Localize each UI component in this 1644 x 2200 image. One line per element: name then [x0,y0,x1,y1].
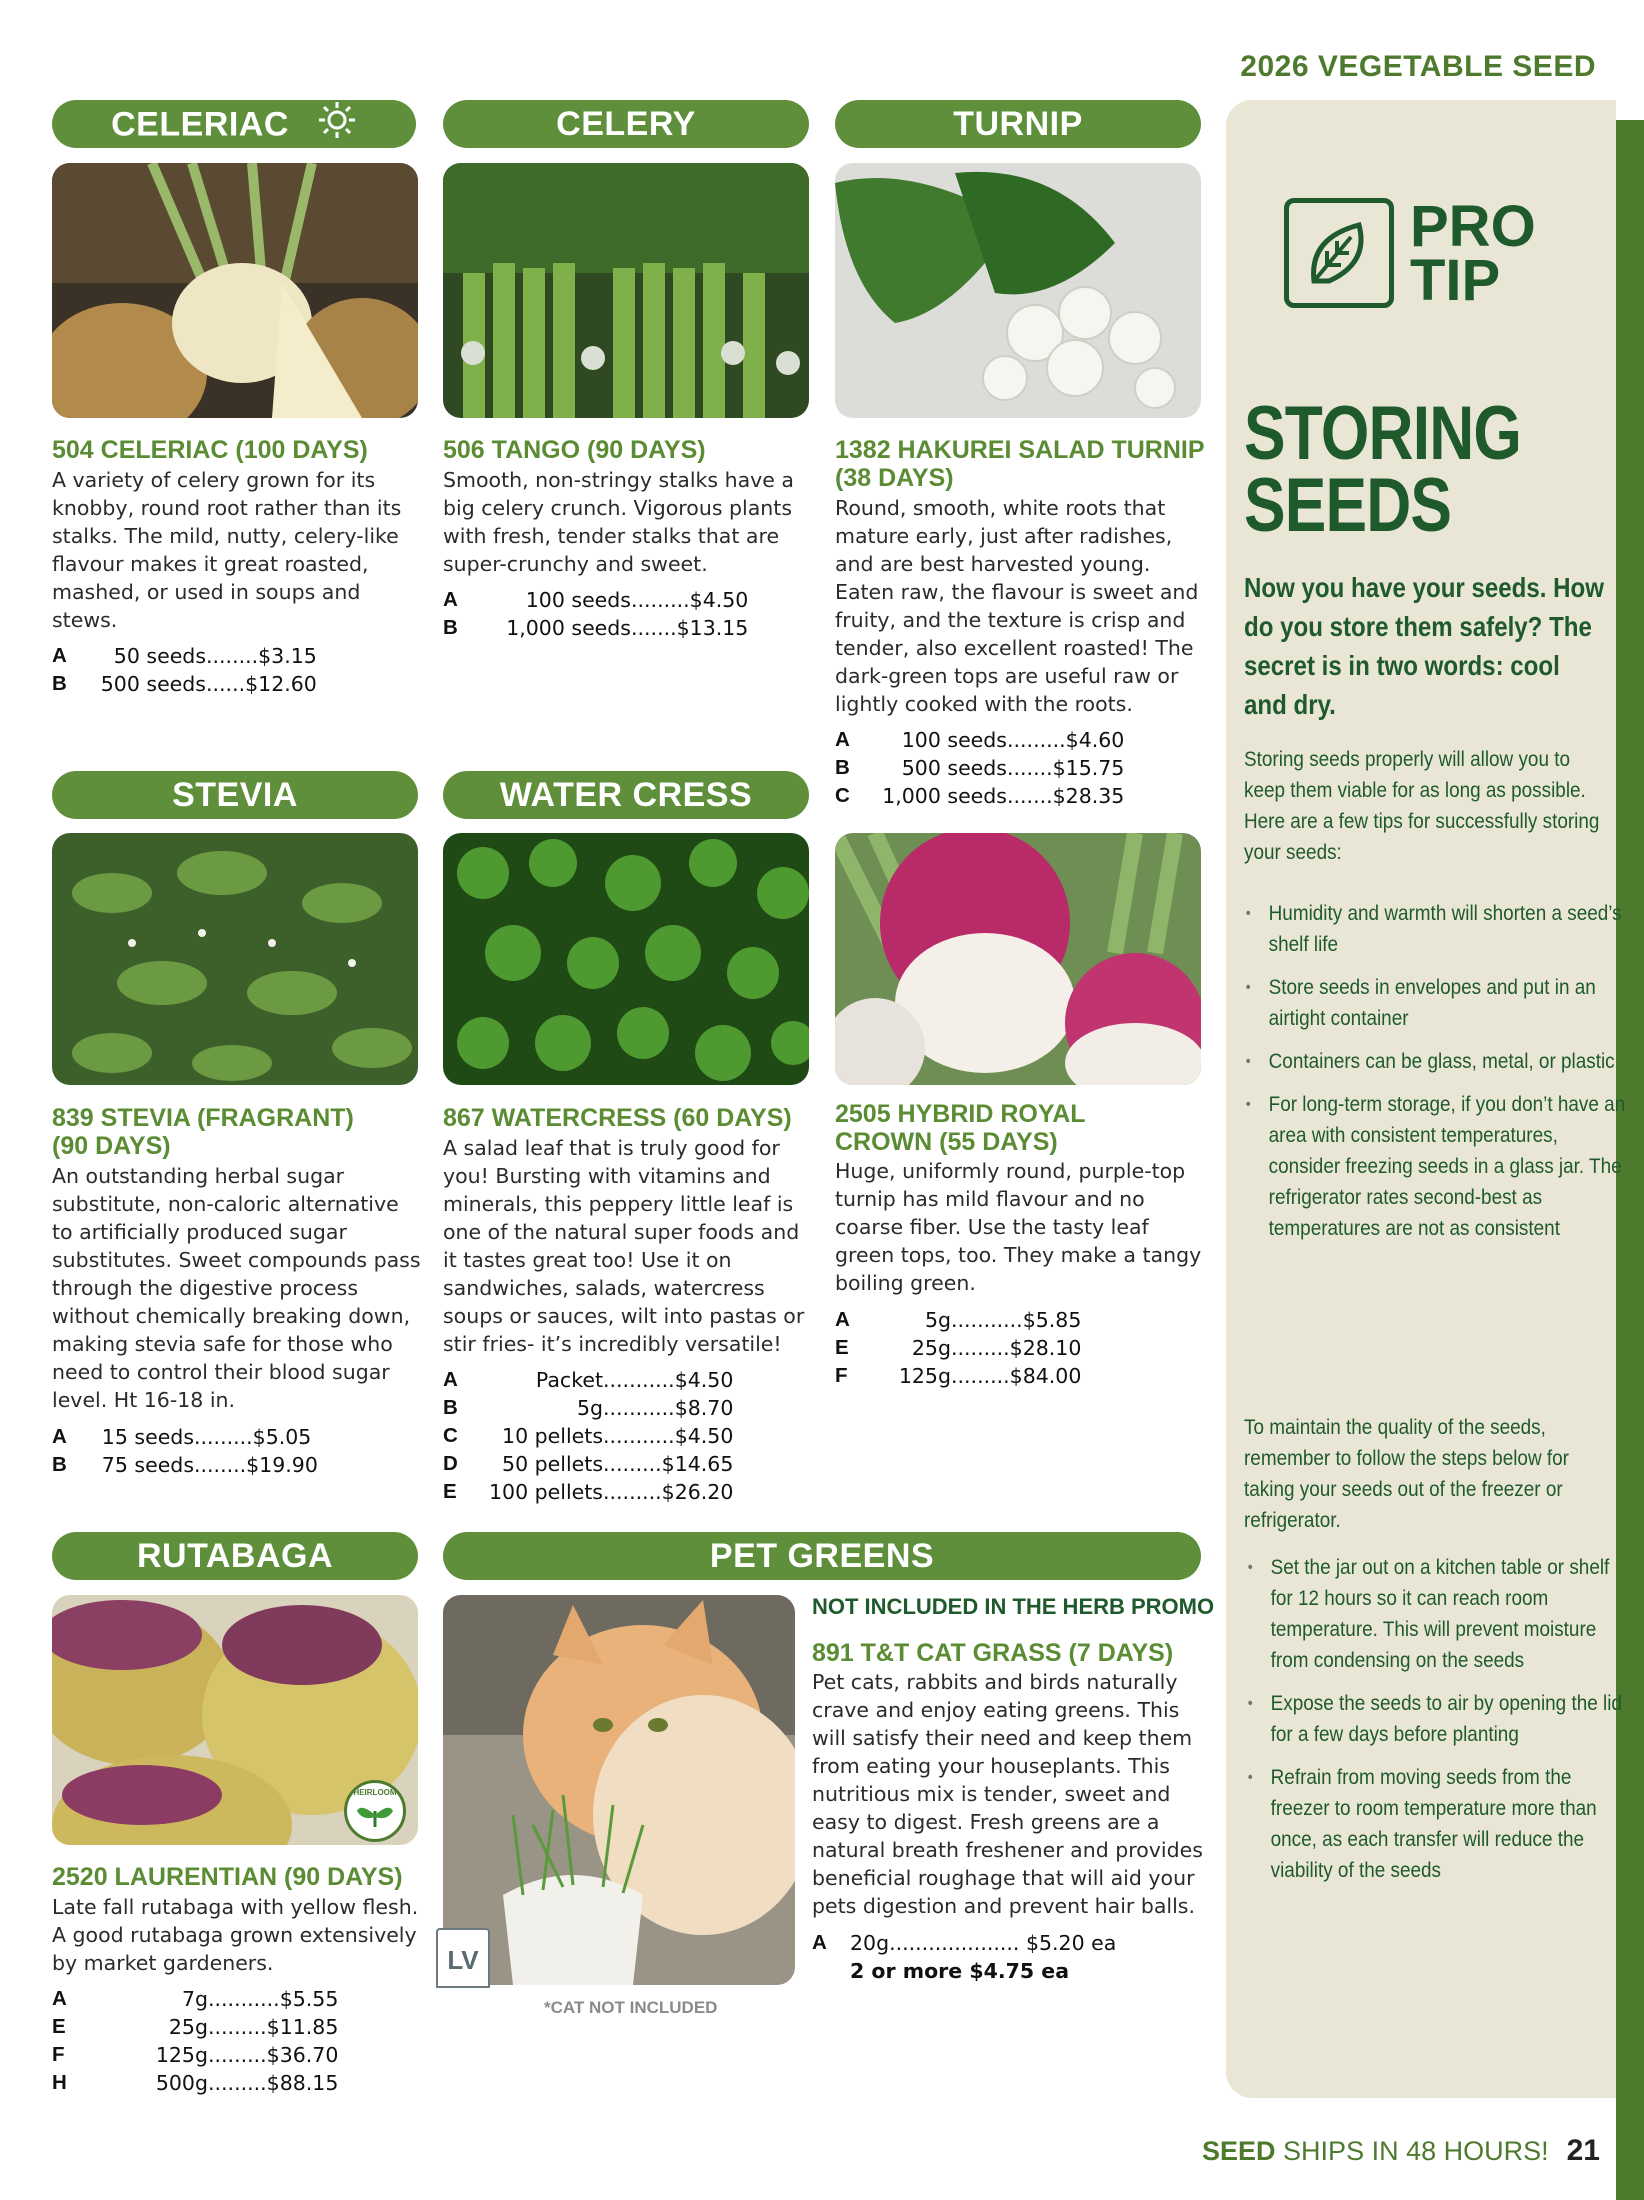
leaf-icon [1284,198,1394,308]
thawing-steps-list [1246,1552,1633,1898]
price-row: C 1,000 seeds ....... $28.35 [835,784,1125,808]
price-value: $4.50 [674,1424,734,1448]
cat-grass-price-list [812,1929,1116,1985]
price-value: $84.00 [1009,1364,1082,1388]
price-row: A 100 seeds ......... $4.50 [443,588,749,612]
royal-crown-name-line2: CROWN (55 DAYS) [835,1128,1058,1156]
price-code: A [52,644,67,667]
celeriac-price-list [52,642,317,698]
hakurei-turnip-photo [835,163,1201,418]
cat-grass-photo [443,1595,795,1985]
cat-not-included-note: *CAT NOT INCLUDED [544,1998,718,2017]
stevia-description: An outstanding herbal sugar substitute, non-caloric alternative to artificially produced sugar substitutes. Sweet compounds pass through the digestive process without chemically breaking down, making stevia safe for those who need to control their blood sugar level. Ht 16-18 in. [52,1164,421,1412]
price-value: $3.15 [258,644,317,668]
price-value: $11.85 [266,2015,339,2039]
list-item: • Refrain from moving seeds from the freezer to room temperature more than once, as each transfer will reduce the viability of the seeds [1246,1762,1633,1886]
price-value: $5.85 [1022,1308,1082,1332]
price-row: A 50 seeds ........ $3.15 [52,644,317,668]
price-value: $28.35 [1052,784,1125,808]
price-qty: 15 seeds [101,1425,194,1449]
price-value: $5.55 [279,1987,339,2011]
price-value: $88.15 [266,2071,339,2095]
price-row: A 7g ........... $5.55 [52,1987,339,2011]
price-value: $5.05 [252,1425,312,1449]
celeriac-photo [52,163,418,418]
price-line-bulk: 2 or more $4.75 ea [850,1959,1070,1983]
price-row: B 75 seeds ........ $19.90 [52,1453,318,1477]
pro-tip-label: PRO TIP [1410,194,1536,313]
price-row: D 50 pellets ......... $14.65 [443,1452,734,1476]
price-qty: 50 seeds [113,644,206,668]
celeriac-product-name: 504 CELERIAC (100 DAYS) [52,436,368,464]
storing-seeds-title: STORING SEEDS [1244,391,1522,548]
celery-photo [443,163,809,418]
rutabaga-product-name: 2520 LAURENTIAN (90 DAYS) [52,1863,403,1891]
celery-price-list [443,586,748,642]
price-code: D [443,1452,458,1475]
celeriac-banner-label: CELERIAC [111,105,289,144]
price-line: 20g.................... $5.20 ea [850,1931,1117,1955]
list-item: • For long-term storage, if you don’t have an area with consistent temperatures, consider freezing seeds in a glass jar. The refrigerator rates second-best as temperatures are not as consistent [1244,1089,1631,1244]
price-row: A 15 seeds ......... $5.05 [52,1425,312,1449]
celery-banner [443,100,809,148]
page-footer [1202,2134,1600,2168]
price-code: A [443,1368,458,1391]
price-code: A [443,588,458,611]
turnip-banner [835,100,1201,148]
price-qty: 100 seeds [901,728,1007,752]
price-qty: 125g [898,1364,951,1388]
hakurei-product-name [835,436,1205,492]
price-qty: 1,000 seeds [506,616,631,640]
price-value: $8.70 [674,1396,734,1420]
price-row: F 125g ......... $36.70 [52,2043,339,2067]
price-code: A [835,728,850,751]
watercress-price-list [443,1366,733,1506]
pet-greens-banner-label: PET GREENS [709,1537,935,1575]
price-code: C [835,784,850,807]
price-row: E 25g ......... $11.85 [52,2015,339,2039]
rutabaga-description: Late fall rutabaga with yellow flesh. A good rutabaga grown extensively by market gardeners. [52,1895,419,1975]
price-value: $4.50 [674,1368,734,1392]
lv-badge-label: LV [447,1945,479,1975]
price-code: B [52,672,67,695]
hakurei-price-list [835,726,1124,810]
price-row [812,1929,1116,1957]
heirloom-badge-label: HEIRLOOM [353,1788,397,1797]
heirloom-badge [344,1780,406,1842]
list-item: • Set the jar out on a kitchen table or shelf for 12 hours so it can reach room temperature. This will prevent moisture from condensing on the seeds [1246,1552,1633,1676]
celery-product-name: 506 TANGO (90 DAYS) [443,436,706,464]
price-code: B [443,616,458,639]
list-item: • Humidity and warmth will shorten a seed’s shelf life [1244,898,1631,960]
price-row: E 25g ......... $28.10 [835,1336,1082,1360]
price-qty: 5g [924,1308,951,1332]
cat-grass-product-name: 891 T&T CAT GRASS (7 DAYS) [812,1639,1174,1667]
list-item: • Store seeds in envelopes and put in an airtight container [1244,972,1631,1034]
storage-tips-list [1244,898,1631,1256]
price-row: A 100 seeds ......... $4.60 [835,728,1125,752]
price-code: C [443,1424,458,1447]
royal-crown-turnip-photo [835,833,1201,1085]
stevia-banner [52,771,418,819]
stevia-name-line1: 839 STEVIA (FRAGRANT) [52,1104,354,1132]
stevia-banner-label: STEVIA [172,776,298,814]
watercress-description: A salad leaf that is truly good for you! Bursting with vitamins and minerals, this peppery little leaf is one of the natural super foods and it tastes great too! Use it on sandwiches, salads, watercress soups or sauces, wilt into pastas or stir fries- it’s incredibly versatile! [443,1136,805,1356]
price-code: B [835,756,850,779]
footer-seed-label: SEED [1202,2136,1276,2166]
price-value: $14.65 [661,1452,734,1476]
price-qty: 50 pellets [502,1452,603,1476]
celeriac-banner [52,100,416,148]
price-code: B [443,1396,458,1419]
price-value: $13.15 [676,616,749,640]
hakurei-name-line2: (38 DAYS) [835,464,954,492]
watercress-product-name: 867 WATERCRESS (60 DAYS) [443,1104,792,1132]
stevia-price-list [52,1423,318,1479]
price-value: $4.50 [689,588,749,612]
water-cress-banner [443,771,809,819]
storing-seeds-intro: Storing seeds properly will allow you to keep them viable for as long as possible. Here are a few tips for successfully storing your seeds: [1244,747,1600,864]
price-code: A [52,1987,67,2010]
price-row: B 500 seeds ....... $15.75 [835,756,1125,780]
price-code: F [52,2043,65,2066]
price-row: C 10 pellets ........... $4.50 [443,1424,734,1448]
hakurei-name-line1: 1382 HAKUREI SALAD TURNIP [835,436,1205,464]
price-code: E [443,1480,457,1503]
royal-crown-name-line1: 2505 HYBRID ROYAL [835,1100,1086,1128]
price-value: $12.60 [245,672,317,696]
herb-promo-note: NOT INCLUDED IN THE HERB PROMO [812,1594,1215,1619]
price-code: F [835,1364,848,1387]
rutabaga-price-list [52,1985,338,2097]
maintain-quality-paragraph: To maintain the quality of the seeds, remember to follow the steps below for taking your seeds out of the freezer or refrigerator. [1244,1415,1569,1532]
price-code: A [835,1308,850,1331]
price-row: F 125g ......... $84.00 [835,1364,1082,1388]
price-value: $28.10 [1009,1336,1082,1360]
price-qty: 500 seeds [100,672,206,696]
price-code: E [52,2015,66,2038]
price-qty: Packet [535,1368,603,1392]
price-row: A Packet ........... $4.50 [443,1368,734,1392]
royal-crown-product-name [835,1100,1205,1156]
celeriac-description: A variety of celery grown for its knobby, round root rather than its stalks. The mild, nutty, celery-like flavour makes it great roasted, mashed, or used in soups and stews. [52,468,402,632]
price-qty: 10 pellets [502,1424,603,1448]
royal-crown-price-list [835,1306,1081,1390]
price-qty: 1,000 seeds [882,784,1007,808]
cat-grass-description: Pet cats, rabbits and birds naturally crave and enjoy eating greens. This will satisfy their need and keep them from eating your houseplants. This nutritious mix is tender, sweet and easy to digest. Fresh greens are a natural breath freshener and provides beneficial roughage that will aid your pets digestion and prevent hair balls. [812,1670,1203,1918]
stevia-name-line2: (90 DAYS) [52,1132,171,1160]
list-item: • Containers can be glass, metal, or plastic [1244,1046,1631,1077]
celery-banner-label: CELERY [556,105,696,143]
price-code: A [812,1931,827,1954]
stevia-product-name [52,1104,422,1160]
price-code: A [52,1425,67,1448]
page-number: 21 [1566,2134,1600,2167]
pet-greens-banner [443,1532,1201,1580]
royal-crown-description: Huge, uniformly round, purple-top turnip has mild flavour and no coarse fiber. Use the tasty leaf green tops, too. They make a tangy boiling green. [835,1159,1202,1295]
stevia-photo [52,833,418,1085]
leaf-icon [347,1797,403,1831]
lv-badge [436,1928,490,1988]
catalog-section-title: 2026 VEGETABLE SEED [1240,50,1596,83]
rutabaga-banner [52,1532,418,1580]
price-row: H 500g ......... $88.15 [52,2071,339,2095]
hakurei-description: Round, smooth, white roots that mature early, just after radishes, and are best harvested young. Eaten raw, the flavour is sweet and fruity, and the texture is crisp and tender, also excellent roasted! The dark-green tops are useful raw or lightly cooked with the roots. [835,496,1199,716]
price-value: $26.20 [661,1480,734,1504]
price-row: E 100 pellets ......... $26.20 [443,1480,734,1504]
price-qty: 100 seeds [525,588,631,612]
price-row: B 1,000 seeds ....... $13.15 [443,616,749,640]
price-row: A 5g ........... $5.85 [835,1308,1082,1332]
price-row: B 500 seeds ...... $12.60 [52,672,317,696]
turnip-banner-label: TURNIP [953,105,1083,143]
price-value: $36.70 [266,2043,339,2067]
price-qty: 5g [576,1396,603,1420]
list-item: • Expose the seeds to air by opening the lid for a few days before planting [1246,1688,1633,1750]
price-row: B 5g ........... $8.70 [443,1396,734,1420]
price-qty: 75 seeds [101,1453,194,1477]
price-row [812,1957,1116,1985]
footer-shipping-text: SHIPS IN 48 HOURS! [1275,2136,1549,2166]
price-code: H [52,2071,67,2094]
price-qty: 500 seeds [901,756,1007,780]
price-value: $4.60 [1065,728,1125,752]
price-value: $15.75 [1052,756,1125,780]
price-value: $19.90 [246,1453,318,1477]
water-cress-banner-label: WATER CRESS [499,776,753,814]
price-qty: 125g [155,2043,208,2067]
storing-seeds-lead: Now you have your seeds. How do you store them safely? The secret is in two words: cool and dry. [1244,572,1604,720]
watercress-photo [443,833,809,1085]
price-qty: 25g [168,2015,208,2039]
sun-icon [317,100,357,153]
price-code: B [52,1453,67,1476]
price-qty: 7g [181,1987,208,2011]
price-qty: 100 pellets [489,1480,603,1504]
rutabaga-banner-label: RUTABAGA [136,1537,333,1575]
price-code: E [835,1336,849,1359]
celery-description: Smooth, non-stringy stalks have a big celery crunch. Vigorous plants with fresh, tender stalks that are super-crunchy and sweet. [443,468,794,576]
price-qty: 25g [911,1336,951,1360]
price-qty: 500g [155,2071,208,2095]
